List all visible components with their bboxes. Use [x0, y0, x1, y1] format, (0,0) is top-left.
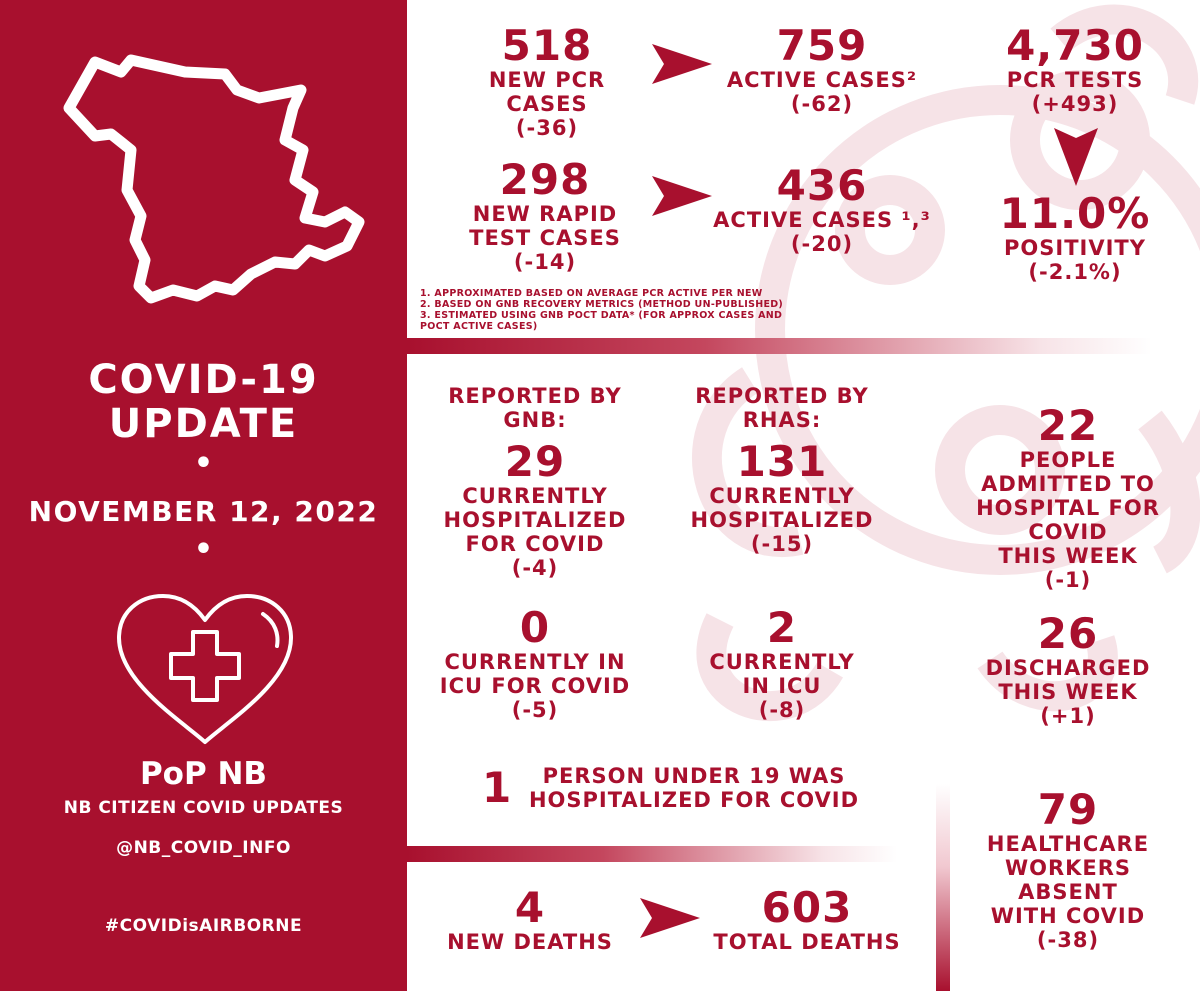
discharged-label-2: THIS WEEK [998, 680, 1138, 704]
tagline: NB CITIZEN COVID UPDATES [63, 798, 344, 818]
section-divider-top [407, 338, 1152, 354]
rhas-hosp-value: 131 [736, 437, 828, 486]
gnb-hosp-change: (-4) [511, 556, 559, 580]
gnb-hosp-label-3: FOR COVID [465, 532, 605, 556]
footnote-3: 3. ESTIMATED USING GNB POCT DATA* (FOR APPROX CASES AND [420, 310, 783, 321]
gnb-icu-label-2: ICU FOR COVID [439, 674, 631, 698]
pcr-active-label: ACTIVE CASES² [726, 68, 918, 92]
gnb-hospitalized [415, 437, 655, 580]
new-pcr-cases [452, 21, 642, 140]
rapid-active-change: (-20) [790, 232, 854, 256]
hcw-value: 79 [1037, 785, 1099, 834]
rhas-icu [662, 603, 902, 722]
arrow-right-icon [640, 898, 700, 938]
new-rapid-label-2: TEST CASES [469, 226, 621, 250]
pcr-tests-value: 4,730 [1006, 21, 1144, 70]
heart-medical-cross-icon [113, 592, 298, 750]
gnb-icu [415, 603, 655, 722]
new-rapid-label-1: NEW RAPID [472, 202, 618, 226]
total-deaths-label: TOTAL DEATHS [713, 930, 901, 954]
rhas-header-2: RHAS: [742, 408, 822, 432]
title-line-1: COVID-19 [88, 357, 319, 403]
gnb-header [420, 384, 650, 432]
pcr-active-cases [702, 21, 942, 116]
footnotes [420, 288, 800, 332]
gnb-icu-label-1: CURRENTLY IN [444, 650, 626, 674]
admitted-label-1: PEOPLE [1019, 448, 1117, 472]
discharged-this-week [958, 609, 1178, 728]
positivity-label: POSITIVITY [1004, 236, 1146, 260]
discharged-label-1: DISCHARGED [985, 656, 1151, 680]
discharged-value: 26 [1037, 609, 1099, 658]
new-pcr-label-1: NEW PCR [488, 68, 606, 92]
section-divider-bottom [407, 846, 897, 862]
vertical-divider [936, 784, 950, 991]
rhas-icu-change: (-8) [758, 698, 806, 722]
hcw-label-3: ABSENT [1018, 880, 1118, 904]
pcr-active-value: 759 [776, 21, 868, 70]
sidebar [0, 0, 407, 991]
new-rapid-value: 298 [499, 155, 591, 204]
hcw-label-2: WORKERS [1004, 856, 1132, 880]
positivity-change: (-2.1%) [1028, 260, 1122, 284]
admitted-label-4: COVID [1028, 520, 1108, 544]
hcw-change: (-38) [1036, 928, 1100, 952]
rapid-active-cases [702, 161, 942, 256]
admitted-label-3: HOSPITAL FOR [976, 496, 1160, 520]
update-date: NOVEMBER 12, 2022 [28, 495, 379, 528]
new-rapid-change: (-14) [513, 250, 577, 274]
total-deaths-value: 603 [761, 883, 853, 932]
rhas-hosp-label-2: HOSPITALIZED [690, 508, 874, 532]
pcr-active-change: (-62) [790, 92, 854, 116]
gnb-header-2: GNB: [503, 408, 567, 432]
footnote-3-cont: POCT ACTIVE CASES) [420, 321, 538, 332]
discharged-change: (+1) [1040, 704, 1096, 728]
gnb-hosp-label-1: CURRENTLY [462, 484, 608, 508]
admitted-change: (-1) [1044, 568, 1092, 592]
under-19-value: 1 [482, 763, 513, 812]
new-deaths [430, 883, 630, 954]
positivity-value: 11.0% [999, 189, 1151, 238]
new-rapid-cases [445, 155, 645, 274]
title-line-2: UPDATE [108, 401, 299, 447]
arrow-down-icon [1054, 128, 1098, 186]
admitted-label-5: THIS WEEK [998, 544, 1138, 568]
rhas-hosp-change: (-15) [750, 532, 814, 556]
bullet-2: • [193, 532, 214, 567]
pcr-tests-label: PCR TESTS [1006, 68, 1144, 92]
rhas-hosp-label-1: CURRENTLY [709, 484, 855, 508]
rhas-icu-value: 2 [766, 603, 798, 652]
gnb-hosp-label-2: HOSPITALIZED [443, 508, 627, 532]
new-deaths-label: NEW DEATHS [447, 930, 613, 954]
gnb-icu-value: 0 [519, 603, 551, 652]
rhas-header [667, 384, 897, 432]
hashtag: #COVIDisAIRBORNE [104, 916, 303, 936]
rhas-header-1: REPORTED BY [695, 384, 869, 408]
hcw-label-1: HEALTHCARE [986, 832, 1150, 856]
rapid-active-label: ACTIVE CASES ¹,³ [713, 208, 931, 232]
pcr-tests [975, 21, 1175, 116]
total-deaths [697, 883, 917, 954]
under-19-label-1: PERSON UNDER 19 WAS [542, 764, 846, 788]
admitted-this-week [958, 401, 1178, 592]
org-name: PoP NB [139, 756, 268, 792]
new-pcr-label-2: CASES [506, 92, 588, 116]
new-deaths-value: 4 [514, 883, 546, 932]
gnb-icu-change: (-5) [511, 698, 559, 722]
gnb-header-1: REPORTED BY [448, 384, 622, 408]
rhas-icu-label-2: IN ICU [742, 674, 822, 698]
admitted-label-2: ADMITTED TO [981, 472, 1155, 496]
twitter-handle: @NB_COVID_INFO [116, 838, 291, 858]
bullet-1: • [193, 446, 214, 481]
new-pcr-change: (-36) [515, 116, 579, 140]
hcw-label-4: WITH COVID [990, 904, 1146, 928]
rhas-hospitalized [662, 437, 902, 556]
rhas-icu-label-1: CURRENTLY [709, 650, 855, 674]
new-brunswick-map-icon [55, 50, 370, 310]
footnote-2: 2. BASED ON GNB RECOVERY METRICS (METHOD UN-PUBLISHED) [420, 299, 784, 310]
footnote-1: 1. APPROXIMATED BASED ON AVERAGE PCR ACTIVE PER NEW [420, 288, 763, 299]
rapid-active-value: 436 [776, 161, 868, 210]
pcr-tests-change: (+493) [1031, 92, 1119, 116]
healthcare-workers-absent [958, 785, 1178, 952]
new-pcr-value: 518 [501, 21, 593, 70]
under-19-label-2: HOSPITALIZED FOR COVID [528, 788, 860, 812]
positivity [975, 189, 1175, 284]
admitted-value: 22 [1037, 401, 1099, 450]
gnb-hosp-value: 29 [504, 437, 566, 486]
